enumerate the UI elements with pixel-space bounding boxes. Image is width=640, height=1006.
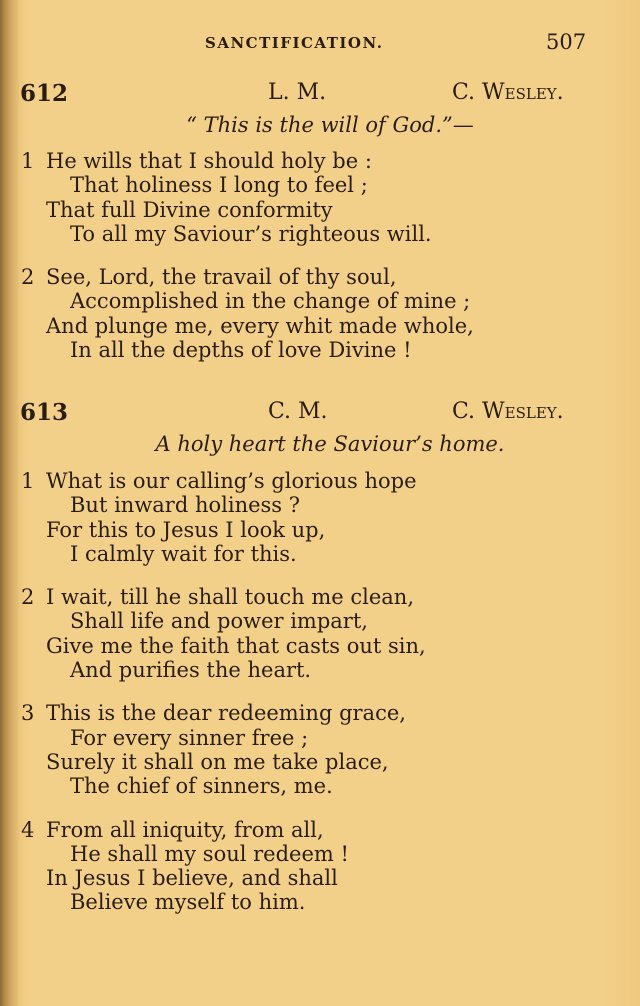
hymn-612 — [0, 80, 640, 362]
line-text: He wills that I should holy be : — [46, 149, 372, 173]
line-text: That full Divine conformity — [46, 197, 333, 222]
hymn-author: C. Wesley. — [452, 80, 564, 105]
line-text: In all the depths of love Divine ! — [70, 338, 412, 363]
stanza-line — [0, 585, 640, 609]
stanza-line — [0, 469, 640, 493]
stanza-line — [0, 658, 640, 682]
stanza-line — [0, 774, 640, 798]
running-head — [0, 30, 640, 60]
stanza — [0, 265, 640, 362]
stanza — [0, 701, 640, 798]
line-text: Accomplished in the change of mine ; — [70, 289, 471, 314]
stanza — [0, 469, 640, 566]
line-text: Give me the faith that casts out sin, — [46, 633, 426, 658]
line-text: For every sinner free ; — [70, 725, 309, 750]
hymn-header — [0, 399, 640, 429]
line-text: But inward holiness ? — [70, 493, 301, 518]
stanza-line — [0, 222, 640, 246]
line-text: And plunge me, every whit made whole, — [46, 313, 474, 338]
line-text: That holiness I long to feel ; — [70, 173, 368, 198]
stanza-number: 1 — [21, 149, 35, 173]
stanza — [0, 149, 640, 246]
stanza-line — [0, 634, 640, 658]
hymn-meter: C. M. — [268, 399, 328, 424]
stanza-line — [0, 542, 640, 566]
hymn-number: 613 — [20, 399, 69, 426]
hymn-613 — [0, 399, 640, 915]
stanza-number: 2 — [21, 585, 35, 610]
stanza-line — [0, 609, 640, 633]
stanza-line — [0, 701, 640, 725]
stanza-line — [0, 338, 640, 362]
hymn-title: “ This is the will of God.”— — [186, 113, 474, 137]
stanza-number: 2 — [21, 265, 35, 290]
line-text: See, Lord, the travail of thy soul, — [46, 265, 397, 290]
line-text: In Jesus I believe, and shall — [46, 866, 338, 891]
line-text: The chief of sinners, me. — [70, 774, 333, 799]
line-text: Surely it shall on me take place, — [46, 749, 389, 774]
hymn-title: A holy heart the Saviour’s home. — [155, 432, 505, 456]
line-text: Shall life and power impart, — [70, 609, 368, 634]
hymn-meter: L. M. — [268, 80, 327, 105]
line-text: He shall my soul redeem ! — [70, 841, 349, 866]
stanza-line — [0, 842, 640, 866]
page-number: 507 — [546, 30, 587, 54]
stanza-number: 3 — [21, 701, 35, 726]
stanza-number: 4 — [21, 817, 35, 842]
stanza-line — [0, 173, 640, 197]
stanza-number: 1 — [21, 469, 35, 493]
stanza-line — [0, 314, 640, 338]
line-text: And purifies the heart. — [70, 658, 312, 683]
line-text: What is our calling’s glorious hope — [46, 469, 417, 493]
line-text: For this to Jesus I look up, — [46, 517, 326, 542]
hymn-number: 612 — [20, 80, 69, 107]
hymn-author: C. Wesley. — [452, 399, 564, 424]
stanza-line — [0, 493, 640, 517]
stanza-line — [0, 518, 640, 542]
stanza-line — [0, 265, 640, 289]
stanza-line — [0, 149, 640, 173]
line-text: I wait, till he shall touch me clean, — [46, 585, 415, 610]
line-text: This is the dear redeeming grace, — [46, 701, 406, 726]
stanza-line — [0, 890, 640, 914]
section-title: SANCTIFICATION. — [205, 34, 384, 52]
stanza — [0, 818, 640, 915]
stanza-line — [0, 198, 640, 222]
line-text: To all my Saviour’s righteous will. — [70, 221, 432, 246]
line-text: Believe myself to him. — [70, 890, 306, 915]
line-text: I calmly wait for this. — [70, 541, 297, 566]
stanza-line — [0, 818, 640, 842]
stanza-line — [0, 726, 640, 750]
hymn-header — [0, 80, 640, 110]
stanza — [0, 585, 640, 682]
stanza-line — [0, 289, 640, 313]
stanza-line — [0, 750, 640, 774]
line-text: From all iniquity, from all, — [46, 817, 324, 842]
stanza-line — [0, 866, 640, 890]
